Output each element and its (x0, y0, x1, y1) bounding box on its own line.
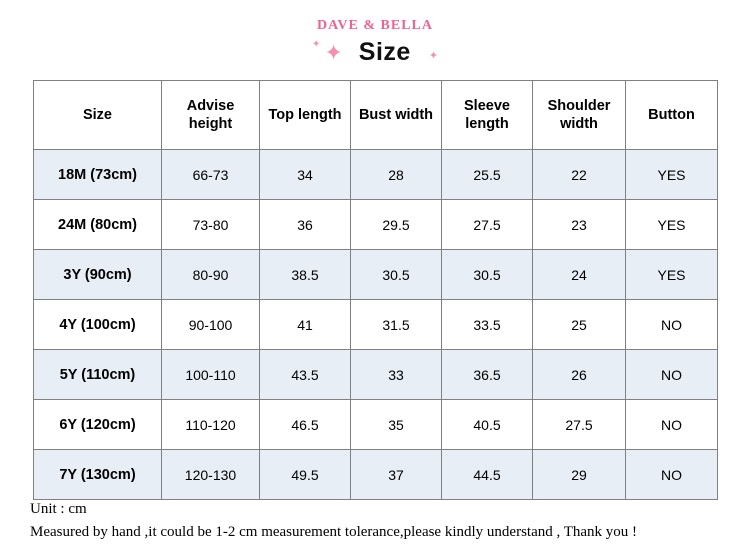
cell-top-length: 34 (260, 150, 351, 200)
cell-button: YES (626, 150, 718, 200)
cell-top-length: 41 (260, 300, 351, 350)
unit-note: Unit : cm (30, 501, 87, 517)
cell-advise-height: 100-110 (162, 350, 260, 400)
table-row (34, 150, 718, 200)
cell-shoulder-width: 26 (533, 350, 626, 400)
cell-bust-width: 30.5 (351, 250, 442, 300)
cell-top-length: 46.5 (260, 400, 351, 450)
cell-bust-width: 31.5 (351, 300, 442, 350)
column-header-sleeve-length: Sleeve length (442, 81, 533, 150)
cell-sleeve-length: 25.5 (442, 150, 533, 200)
cell-size: 24M (80cm) (34, 200, 162, 250)
table-row (34, 250, 718, 300)
cell-bust-width: 28 (351, 150, 442, 200)
table-row (34, 200, 718, 250)
cell-bust-width: 29.5 (351, 200, 442, 250)
cell-advise-height: 66-73 (162, 150, 260, 200)
cell-size: 6Y (120cm) (34, 400, 162, 450)
tolerance-note: Measured by hand ,it could be 1-2 cm measurement tolerance,please kindly understand , Thank you ! (30, 523, 638, 540)
table-header-row (34, 81, 718, 150)
cell-button: NO (626, 400, 718, 450)
cell-size: 5Y (110cm) (34, 350, 162, 400)
sparkle-small-icon: ✦ (428, 50, 439, 62)
cell-advise-height: 110-120 (162, 400, 260, 450)
column-header-advise-height: Advise height (162, 81, 260, 150)
table-body (34, 150, 718, 500)
cell-button: YES (626, 250, 718, 300)
cell-size: 4Y (100cm) (34, 300, 162, 350)
cell-size: 7Y (130cm) (34, 450, 162, 500)
cell-shoulder-width: 22 (533, 150, 626, 200)
cell-sleeve-length: 40.5 (442, 400, 533, 450)
cell-button: NO (626, 350, 718, 400)
cell-bust-width: 35 (351, 400, 442, 450)
cell-sleeve-length: 30.5 (442, 250, 533, 300)
page-title: Size (358, 38, 411, 66)
size-table (33, 80, 718, 500)
column-header-shoulder-width: Shoulder width (533, 81, 626, 150)
cell-size: 18M (73cm) (34, 150, 162, 200)
cell-bust-width: 33 (351, 350, 442, 400)
cell-top-length: 43.5 (260, 350, 351, 400)
cell-sleeve-length: 27.5 (442, 200, 533, 250)
cell-size: 3Y (90cm) (34, 250, 162, 300)
column-header-button: Button (626, 81, 718, 150)
cell-advise-height: 73-80 (162, 200, 260, 250)
cell-top-length: 38.5 (260, 250, 351, 300)
table-row (34, 450, 718, 500)
cell-top-length: 49.5 (260, 450, 351, 500)
cell-advise-height: 80-90 (162, 250, 260, 300)
brand-name: DAVE & BELLA (317, 18, 433, 33)
cell-sleeve-length: 33.5 (442, 300, 533, 350)
footer-notes (30, 498, 740, 543)
title-row (0, 38, 750, 72)
column-header-size: Size (34, 81, 162, 150)
sparkle-lead-icon: ✦ (311, 38, 321, 50)
size-table-container (33, 80, 717, 500)
sparkle-big-icon: ✦ (324, 39, 343, 65)
cell-advise-height: 120-130 (162, 450, 260, 500)
table-row (34, 400, 718, 450)
cell-top-length: 36 (260, 200, 351, 250)
cell-button: NO (626, 300, 718, 350)
cell-shoulder-width: 27.5 (533, 400, 626, 450)
cell-shoulder-width: 29 (533, 450, 626, 500)
cell-sleeve-length: 36.5 (442, 350, 533, 400)
cell-shoulder-width: 24 (533, 250, 626, 300)
cell-shoulder-width: 23 (533, 200, 626, 250)
table-header (34, 81, 718, 150)
cell-bust-width: 37 (351, 450, 442, 500)
column-header-bust-width: Bust width (351, 81, 442, 150)
cell-shoulder-width: 25 (533, 300, 626, 350)
table-row (34, 300, 718, 350)
cell-button: YES (626, 200, 718, 250)
table-row (34, 350, 718, 400)
column-header-top-length: Top length (260, 81, 351, 150)
cell-button: NO (626, 450, 718, 500)
cell-advise-height: 90-100 (162, 300, 260, 350)
cell-sleeve-length: 44.5 (442, 450, 533, 500)
